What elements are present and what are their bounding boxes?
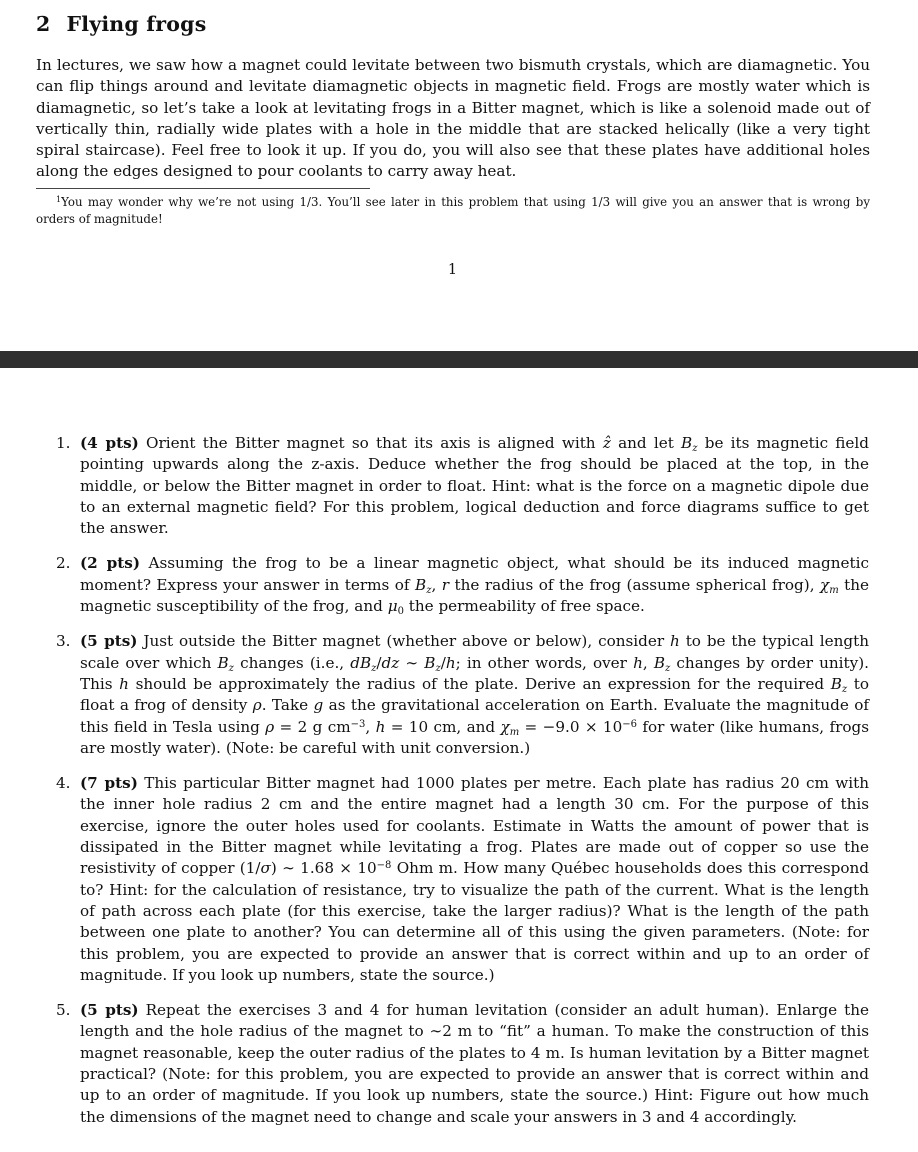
page-divider <box>0 351 918 368</box>
question-number: 3. <box>56 632 71 651</box>
intro-paragraph: In lectures, we saw how a magnet could levitate between two bismuth crystals, which are diamagnetic. You can flip things around and levitate diamagnetic objects in magnetic field. Frogs are mostly water which is diamagnetic, so let’s take a look at levitating frogs in a Bitter magnet, which is like a solenoid made out of vertically thin, radially wide plates with a hole in the middle that are stacked helically (like a very tight spiral staircase). Feel free to look it up. If you do, you will also see that these plates have additional holes along the edges designed to pour coolants to carry away heat. <box>36 56 870 181</box>
question-points: (7 pts) <box>80 774 138 793</box>
section-title <box>36 12 206 36</box>
question-points: (2 pts) <box>80 554 141 573</box>
question-4 <box>56 773 869 986</box>
question-number: 4. <box>56 774 71 793</box>
question-2 <box>56 553 869 617</box>
question-points: (4 pts) <box>80 434 139 452</box>
question-number: 1. <box>56 434 71 452</box>
question-points: (5 pts) <box>80 632 138 651</box>
footnote-rule <box>36 188 370 189</box>
footnote <box>36 194 870 228</box>
question-1 <box>56 433 869 539</box>
question-number: 2. <box>56 554 71 573</box>
section-number: 2 <box>36 12 51 36</box>
question-body: Assuming the frog to be a linear magnetic object, what should be its induced magnetic moment? Express your answer in terms of $B_z$, r the radius of the frog (assume spherical frog), $\chi_m$ the magnetic susceptibility of the frog, and $\mu_0$ the permeability of free space. <box>80 554 870 618</box>
question-body: Orient the Bitter magnet so that its axis is aligned with ẑ and let $B_z$ be its magnetic field pointing upwards along the z-axis. Deduce whether the frog should be placed at the top, in the middle, or below the Bitter magnet in order to float. Hint: what is the force on a magnetic dipole due to an external magnetic field? For this problem, logical deduction and force diagrams suffice to get the answer. <box>80 434 869 538</box>
question-body: Just outside the Bitter magnet (whether above or below), consider h to be the typical length scale over which $B_z$ changes (i.e., $dB_z/dz$ ∼ $B_z/h$; in other words, over h, $B_z$ changes by order unity). This h should be approximately the radius of the plate. Derive an expression for the required $B_z$ to float a frog of density ρ. Take g as the gravitational acceleration on Earth. Evaluate the magnitude of this field in Tesla using ρ = 2 g $cm^{-3}$, h = 10 cm, and $\chi_m = -9.0 \times 10^{-6}$ for water (like humans, frogs are mostly water). (Note: be careful with unit conversion.) <box>80 632 870 757</box>
question-points: (5 pts) <box>80 1001 139 1020</box>
question-body: This particular Bitter magnet had 1000 plates per metre. Each plate has radius 20 cm with the inner hole radius 2 cm and the entire magnet had a length 30 cm. For the purpose of this exercise, ignore the outer holes used for coolants. Estimate in Watts the amount of power that is dissipated in the Bitter magnet while levitating a frog. Plates are made out of copper so use the resistivity of copper (1/σ) ∼ $1.68 \times 10^{-8}$ Ohm m. How many Québec households does this correspond to? Hint: for the calculation of resistance, try to visualize the path of the current. What is the length of path across each plate (for this exercise, take the larger radius)? What is the length of the path between one plate to another? You can determine all of this using the given parameters. (Note: for this problem, you are expected to provide an answer that is correct within and up to an order of magnitude. If you look up numbers, state the source.) <box>80 774 869 984</box>
question-3 <box>56 631 869 759</box>
section-title-text: Flying frogs <box>66 12 207 36</box>
question-list <box>56 433 869 1142</box>
footnote-text: You may wonder why we’re not using 1/3. You’ll see later in this problem that using 1/3 will give you an answer that is wrong by orders of magnitude! <box>36 195 870 226</box>
page-number: 1 <box>447 262 458 278</box>
question-number: 5. <box>56 1001 71 1020</box>
page-one <box>0 0 918 351</box>
question-body: Repeat the exercises 3 and 4 for human levitation (consider an adult human). Enlarge the length and the hole radius of the magnet to ∼2 m to “fit” a human. To make the construction of this magnet reasonable, keep the outer radius of the plates to 4 m. Is human levitation by a Bitter magnet practical? (Note: for this problem, you are expected to provide an answer that is correct within and up to an order of magnitude. If you look up numbers, state the source.) Hint: Figure out how much the dimensions of the magnet need to change and scale your answers in 3 and 4 accordingly. <box>80 1001 869 1126</box>
question-5 <box>56 1000 869 1128</box>
footnote-marker: 1 <box>56 195 62 204</box>
